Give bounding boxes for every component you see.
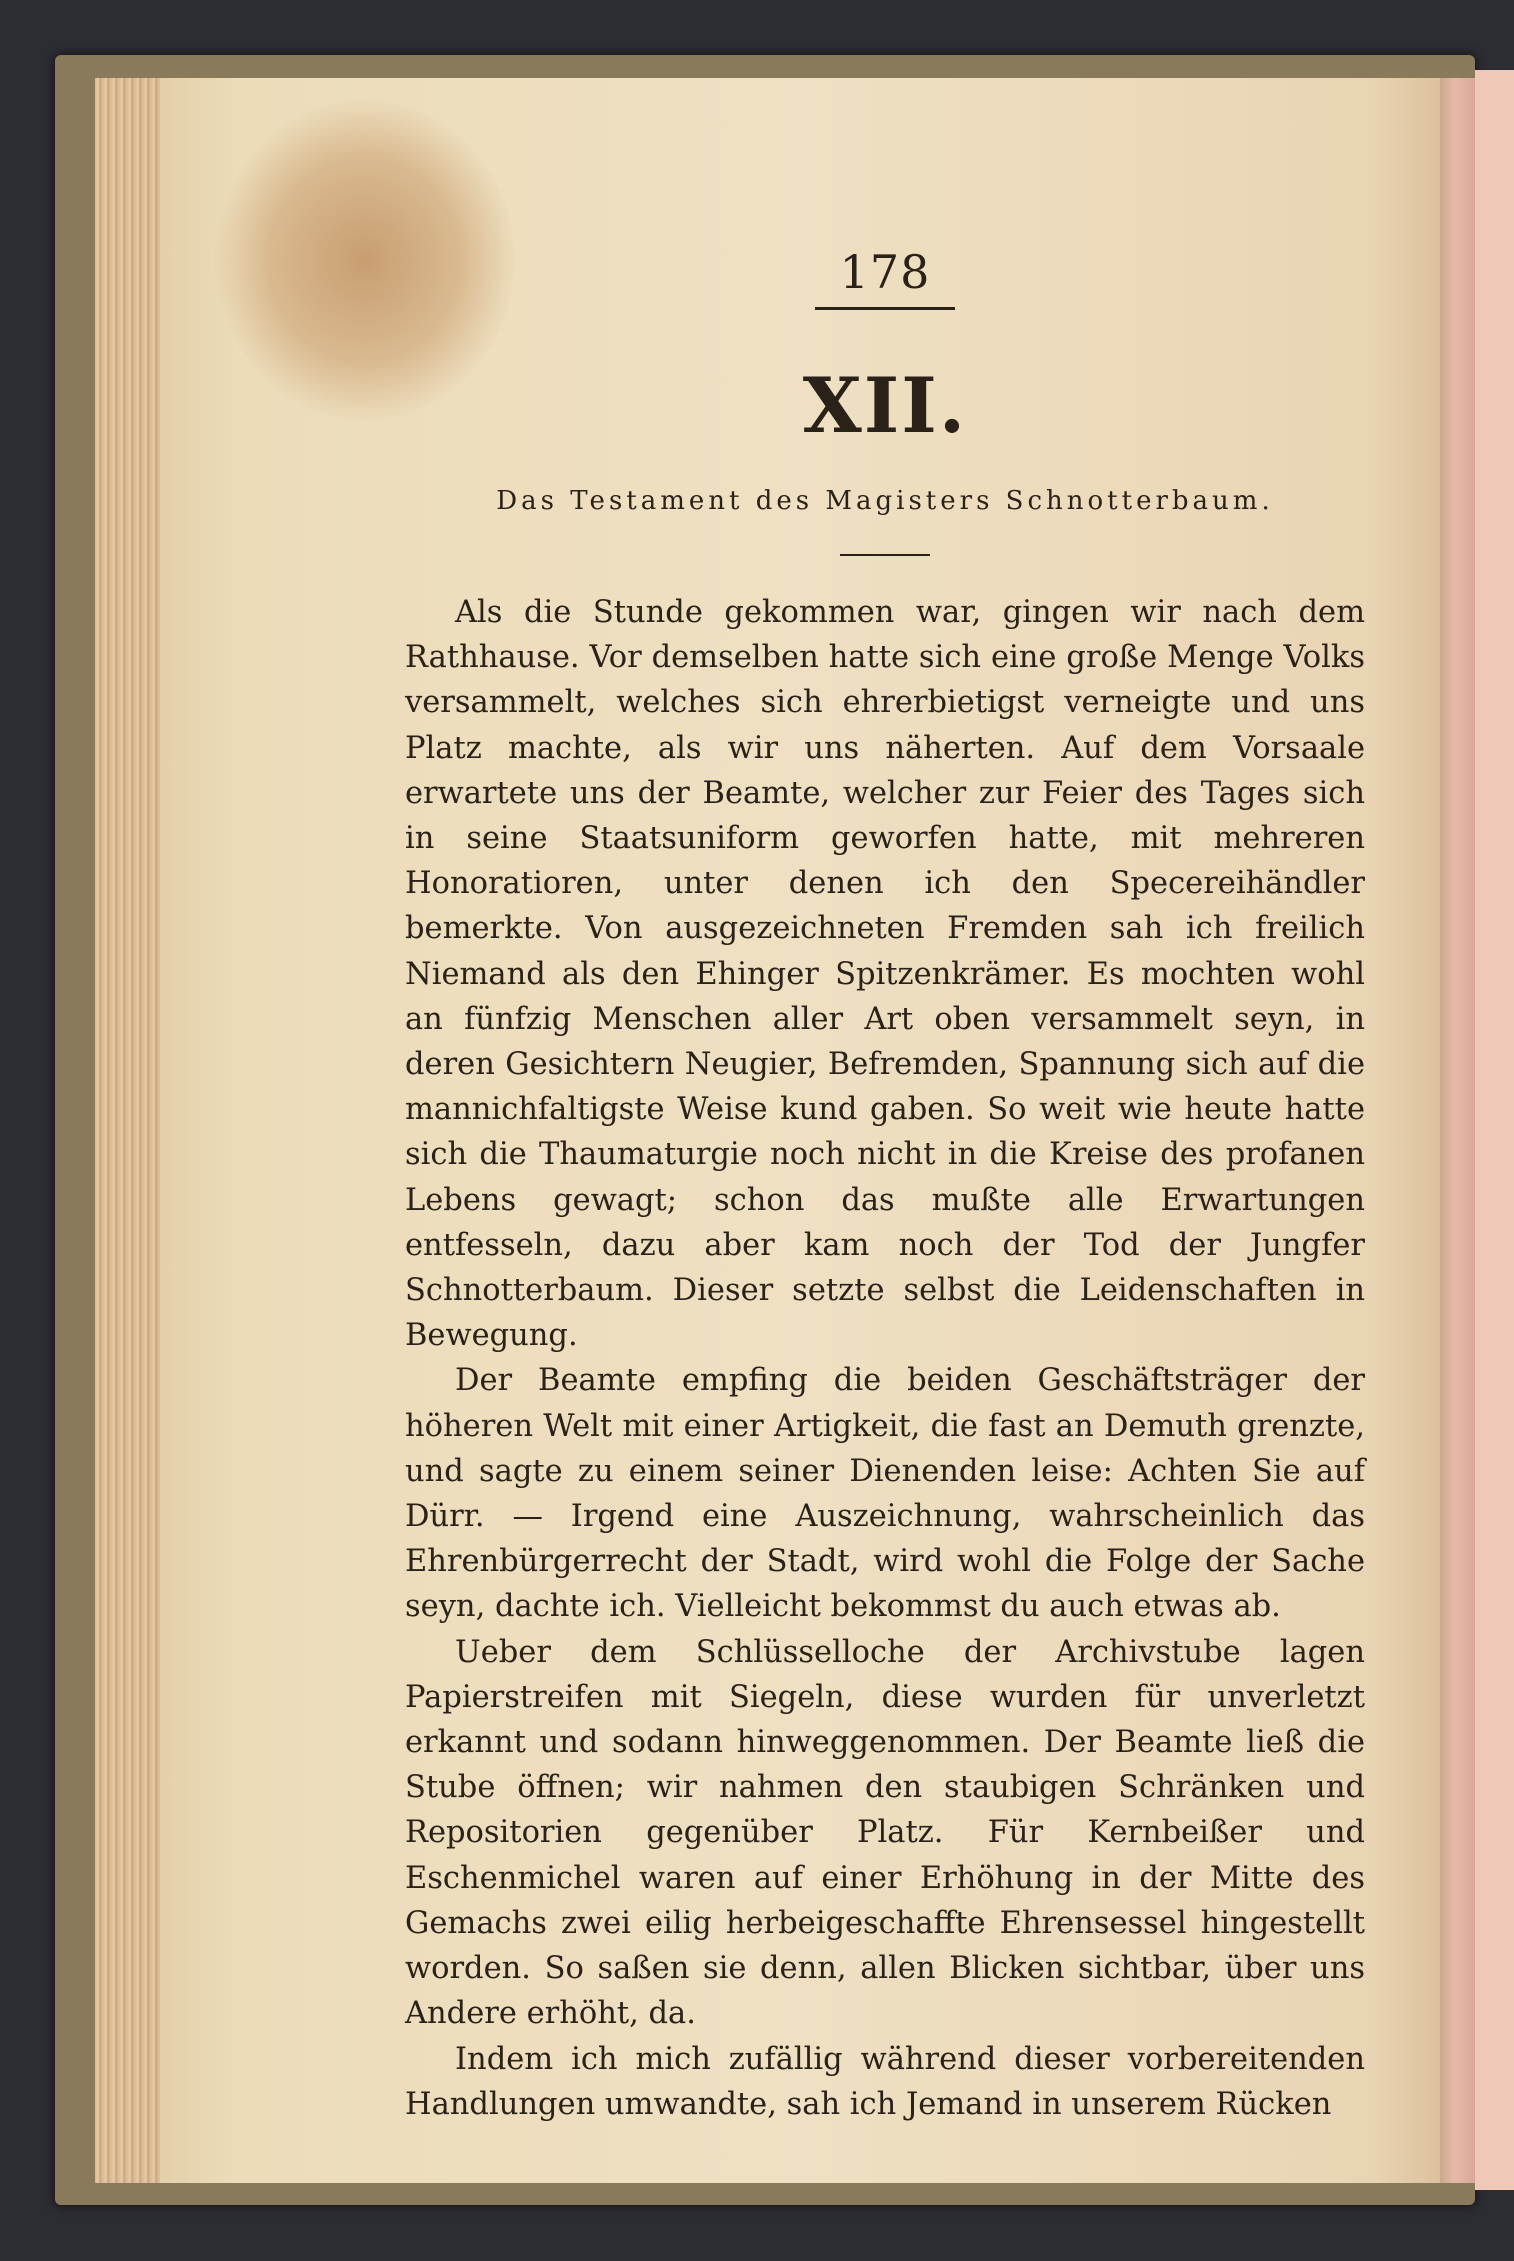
paragraph-3: Ueber dem Schlüsselloche der Archivstube lagen Papierstreifen mit Siegeln, diese wurden für unverletzt erkannt und sodann hinweggenommen. Der Beamte ließ die Stube öffnen; wir nahmen den staubigen Schränken und Repositorien gegenüber Platz. Für Kernbeißer und Eschenmichel waren auf einer Erhöhung in der Mitte des Gemachs zwei eilig herbeigeschaffte Ehrensessel hingestellt worden. So saßen sie denn, allen Blicken sichtbar, über uns Andere erhöht, da. (405, 1634, 1365, 2032)
paragraph-1: Als die Stunde gekommen war, gingen wir nach dem Rathhause. Vor demselben hatte sich eine große Menge Volks versammelt, welches sich ehrerbietigst verneigte und uns Platz machte, als wir uns näherten. Auf dem Vorsaale erwartete uns der Beamte, welcher zur Feier des Tages sich in seine Staatsuniform geworfen hatte, mit mehreren Honoratioren, unter denen ich den Specereihändler bemerkte. Von ausgezeichneten Fremden sah ich freilich Niemand als den Ehinger Spitzenkrämer. Es mochten wohl an fünfzig Menschen aller Art oben versammelt seyn, in deren Gesichtern Neugier, Befremden, Spannung sich auf die mannichfaltigste Weise kund gaben. So weit wie heute hatte sich die Thaumaturgie noch nicht in die Kreise des profanen Lebens gewagt; schon das mußte alle Erwartungen entfesseln, dazu aber kam noch der Tod der Jungfer Schnotterbaum. Dieser setzte selbst die Leidenschaften in Bewegung. (405, 595, 1365, 1354)
title-divider (840, 554, 930, 556)
paragraph-2: Der Beamte empfing die beiden Geschäftsträger der höheren Welt mit einer Artigkeit, die fast an Demuth grenzte, und sagte zu einem seiner Dienenden leise: Achten Sie auf Dürr. — Irgend eine Auszeichnung, wahrscheinlich das Ehrenbürgerrecht der Stadt, wird wohl die Folge der Sache seyn, dachte ich. Vielleicht bekommst du auch etwas ab. (405, 1363, 1365, 1625)
page-content (405, 245, 1365, 2127)
book-gutter (1440, 78, 1475, 2183)
facing-page-edge (1475, 70, 1514, 2190)
chapter-numeral: XII. (802, 361, 968, 450)
page-number: 178 (815, 245, 955, 310)
body-text (405, 590, 1365, 2127)
chapter-title: Das Testament des Magisters Schnotterbaum. (496, 486, 1274, 516)
paragraph-4: Indem ich mich zufällig während dieser vorbereitenden Handlungen umwandte, sah ich Jemand in unserem Rücken (405, 2041, 1365, 2122)
